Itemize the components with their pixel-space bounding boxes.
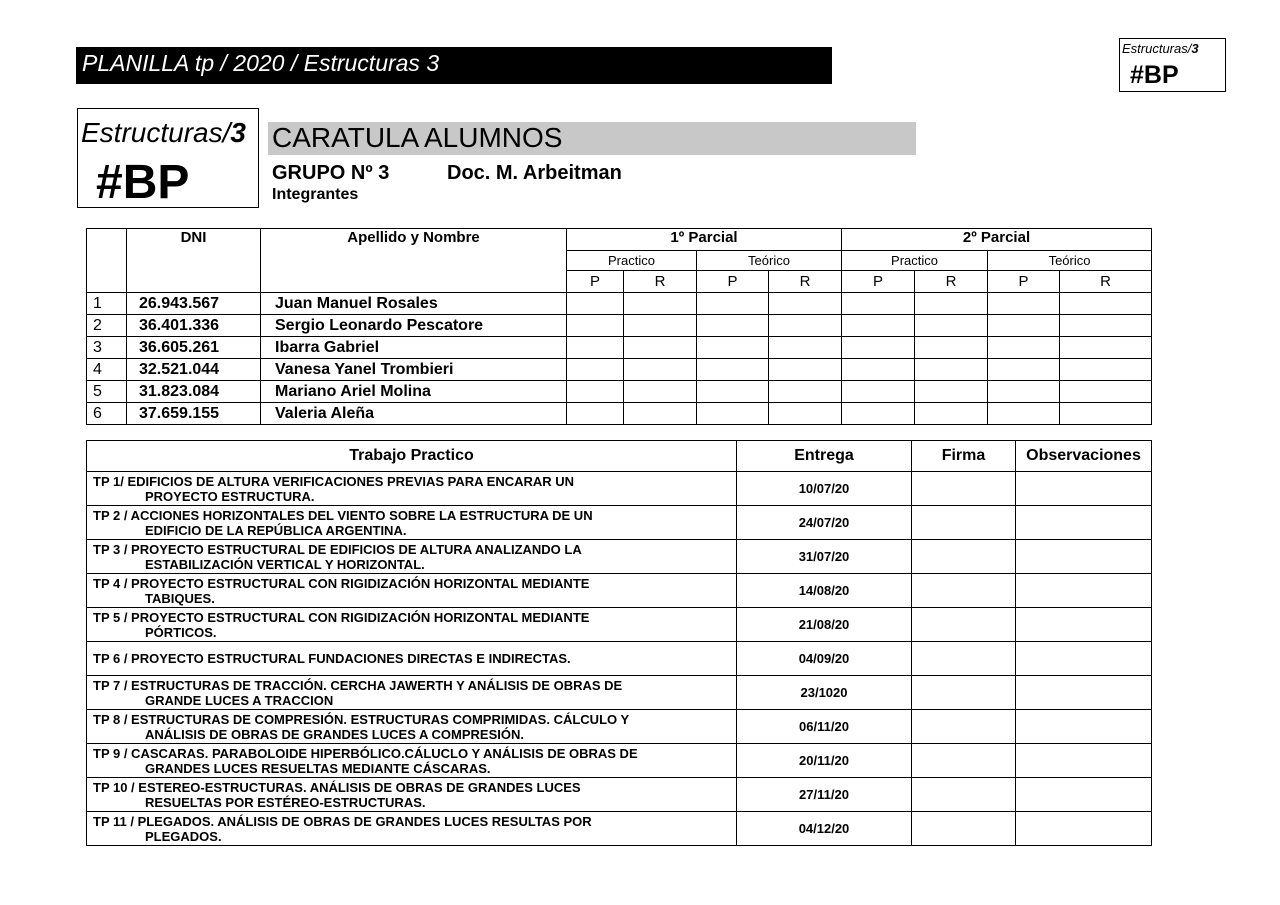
tp-date: 24/07/20 [737, 506, 912, 540]
grade-cell[interactable] [697, 315, 769, 337]
student-row [87, 337, 1152, 359]
caratula-title: CARATULA ALUMNOS [272, 122, 563, 153]
firma-cell[interactable] [912, 778, 1016, 812]
student-dni: 36.605.261 [127, 337, 261, 359]
grade-cell[interactable] [624, 359, 697, 381]
tp-description: TP 11 / PLEGADOS. ANÁLISIS DE OBRAS DE GRANDES LUCES RESULTAS POR PLEGADOS. [87, 812, 737, 846]
grade-cell[interactable] [769, 337, 842, 359]
header-p1-practico: Practico [567, 251, 697, 271]
tp-row [87, 812, 1152, 846]
header-nombre: Apellido y Nombre [261, 229, 567, 293]
header-trabajo: Trabajo Practico [87, 441, 737, 472]
grade-cell[interactable] [915, 359, 988, 381]
students-table [86, 228, 1152, 425]
grade-cell[interactable] [567, 381, 624, 403]
firma-cell[interactable] [912, 472, 1016, 506]
header-r: R [769, 271, 842, 293]
tp-row [87, 506, 1152, 540]
tp-row [87, 642, 1152, 676]
observaciones-cell[interactable] [1016, 812, 1152, 846]
observaciones-cell[interactable] [1016, 608, 1152, 642]
grade-cell[interactable] [988, 381, 1060, 403]
header-bar [76, 47, 832, 84]
grade-cell[interactable] [988, 293, 1060, 315]
grade-cell[interactable] [697, 403, 769, 425]
grade-cell[interactable] [697, 293, 769, 315]
student-dni: 31.823.084 [127, 381, 261, 403]
grade-cell[interactable] [567, 337, 624, 359]
tp-description: TP 9 / CASCARAS. PARABOLOIDE HIPERBÓLICO.CÁLUCLO Y ANÁLISIS DE OBRAS DE GRANDES LUCES RESUELTAS MEDIANTE CÁSCARAS. [87, 744, 737, 778]
header-p: P [988, 271, 1060, 293]
student-num: 5 [87, 381, 127, 403]
grade-cell[interactable] [567, 315, 624, 337]
grade-cell[interactable] [915, 315, 988, 337]
header-title: PLANILLA tp / 2020 / Estructuras 3 [82, 50, 440, 76]
observaciones-cell[interactable] [1016, 744, 1152, 778]
tp-row [87, 540, 1152, 574]
logo-big-tag: #BP [96, 156, 190, 209]
observaciones-cell[interactable] [1016, 540, 1152, 574]
firma-cell[interactable] [912, 574, 1016, 608]
header-p2-teorico: Teórico [988, 251, 1152, 271]
grade-cell[interactable] [988, 315, 1060, 337]
grade-cell[interactable] [842, 403, 915, 425]
student-row [87, 403, 1152, 425]
student-name: Juan Manuel Rosales [261, 293, 567, 315]
logo-small-tag: #BP [1130, 61, 1179, 89]
student-dni: 32.521.044 [127, 359, 261, 381]
tp-date: 20/11/20 [737, 744, 912, 778]
grade-cell[interactable] [624, 403, 697, 425]
tp-description: TP 1/ EDIFICIOS DE ALTURA VERIFICACIONES PREVIAS PARA ENCARAR UN PROYECTO ESTRUCTURA. [87, 472, 737, 506]
tp-row [87, 472, 1152, 506]
grade-cell[interactable] [988, 359, 1060, 381]
grade-cell[interactable] [624, 315, 697, 337]
header-p: P [567, 271, 624, 293]
tp-date: 23/1020 [737, 676, 912, 710]
grade-cell[interactable] [1060, 293, 1152, 315]
header-entrega: Entrega [737, 441, 912, 472]
logo-big [77, 108, 259, 208]
student-row [87, 293, 1152, 315]
firma-cell[interactable] [912, 676, 1016, 710]
tp-date: 21/08/20 [737, 608, 912, 642]
observaciones-cell[interactable] [1016, 506, 1152, 540]
student-dni: 36.401.336 [127, 315, 261, 337]
grade-cell[interactable] [988, 337, 1060, 359]
tp-date: 04/09/20 [737, 642, 912, 676]
tp-row [87, 778, 1152, 812]
observaciones-cell[interactable] [1016, 676, 1152, 710]
header-r: R [1060, 271, 1152, 293]
header-r: R [624, 271, 697, 293]
grade-cell[interactable] [624, 293, 697, 315]
grade-cell[interactable] [567, 359, 624, 381]
tp-description: TP 5 / PROYECTO ESTRUCTURAL CON RIGIDIZACIÓN HORIZONTAL MEDIANTE PÓRTICOS. [87, 608, 737, 642]
firma-cell[interactable] [912, 642, 1016, 676]
firma-cell[interactable] [912, 710, 1016, 744]
student-name: Mariano Ariel Molina [261, 381, 567, 403]
grade-cell[interactable] [624, 381, 697, 403]
student-name: Ibarra Gabriel [261, 337, 567, 359]
student-dni: 26.943.567 [127, 293, 261, 315]
grade-cell[interactable] [697, 337, 769, 359]
grade-cell[interactable] [769, 315, 842, 337]
tp-date: 14/08/20 [737, 574, 912, 608]
grade-cell[interactable] [842, 315, 915, 337]
header-p: P [842, 271, 915, 293]
student-name: Valeria Aleña [261, 403, 567, 425]
grade-cell[interactable] [697, 381, 769, 403]
student-num: 3 [87, 337, 127, 359]
grade-cell[interactable] [988, 403, 1060, 425]
header-observaciones: Observaciones [1016, 441, 1152, 472]
firma-cell[interactable] [912, 540, 1016, 574]
grade-cell[interactable] [567, 293, 624, 315]
grade-cell[interactable] [915, 293, 988, 315]
firma-cell[interactable] [912, 744, 1016, 778]
header-r: R [915, 271, 988, 293]
student-row [87, 315, 1152, 337]
observaciones-cell[interactable] [1016, 778, 1152, 812]
firma-cell[interactable] [912, 608, 1016, 642]
student-dni: 37.659.155 [127, 403, 261, 425]
grupo-label: GRUPO Nº 3 [272, 162, 390, 184]
tp-row [87, 608, 1152, 642]
grade-cell[interactable] [1060, 315, 1152, 337]
tp-description: TP 10 / ESTEREO-ESTRUCTURAS. ANÁLISIS DE OBRAS DE GRANDES LUCES RESUELTAS POR ESTÉREO-ESTRUCTURAS. [87, 778, 737, 812]
logo-big-name: Estructuras/3 [81, 117, 246, 148]
header-parcial2: 2º Parcial [842, 229, 1152, 251]
firma-cell[interactable] [912, 812, 1016, 846]
tp-row [87, 710, 1152, 744]
header-dni: DNI [127, 229, 261, 293]
student-row [87, 381, 1152, 403]
tp-date: 04/12/20 [737, 812, 912, 846]
grade-cell[interactable] [624, 337, 697, 359]
firma-cell[interactable] [912, 506, 1016, 540]
observaciones-cell[interactable] [1016, 710, 1152, 744]
grade-cell[interactable] [1060, 381, 1152, 403]
tp-table [86, 440, 1152, 846]
student-num: 4 [87, 359, 127, 381]
student-num: 2 [87, 315, 127, 337]
observaciones-cell[interactable] [1016, 472, 1152, 506]
tp-description: TP 7 / ESTRUCTURAS DE TRACCIÓN. CERCHA JAWERTH Y ANÁLISIS DE OBRAS DE GRANDE LUCES A TRACCION [87, 676, 737, 710]
integrantes-label: Integrantes [272, 186, 359, 203]
tp-date: 06/11/20 [737, 710, 912, 744]
student-row [87, 359, 1152, 381]
grade-cell[interactable] [842, 381, 915, 403]
header-parcial1: 1º Parcial [567, 229, 842, 251]
header-p2-practico: Practico [842, 251, 988, 271]
grade-cell[interactable] [842, 293, 915, 315]
tp-row [87, 744, 1152, 778]
tp-date: 27/11/20 [737, 778, 912, 812]
tp-date: 31/07/20 [737, 540, 912, 574]
grade-cell[interactable] [1060, 403, 1152, 425]
tp-description: TP 2 / ACCIONES HORIZONTALES DEL VIENTO SOBRE LA ESTRUCTURA DE UN EDIFICIO DE LA REPÚBLICA ARGENTINA. [87, 506, 737, 540]
grade-cell[interactable] [769, 359, 842, 381]
grade-cell[interactable] [697, 359, 769, 381]
tp-description: TP 8 / ESTRUCTURAS DE COMPRESIÓN. ESTRUCTURAS COMPRIMIDAS. CÁLCULO Y ANÁLISIS DE OBRAS DE GRANDES LUCES A COMPRESIÓN. [87, 710, 737, 744]
grade-cell[interactable] [915, 403, 988, 425]
grade-cell[interactable] [1060, 337, 1152, 359]
logo-small [1119, 38, 1226, 92]
caratula-title-bar [268, 122, 916, 155]
grade-cell[interactable] [769, 381, 842, 403]
student-name: Vanesa Yanel Trombieri [261, 359, 567, 381]
tp-row [87, 574, 1152, 608]
grade-cell[interactable] [567, 403, 624, 425]
student-name: Sergio Leonardo Pescatore [261, 315, 567, 337]
header-num-cell [87, 229, 127, 293]
tp-description: TP 4 / PROYECTO ESTRUCTURAL CON RIGIDIZACIÓN HORIZONTAL MEDIANTE TABIQUES. [87, 574, 737, 608]
student-num: 6 [87, 403, 127, 425]
grade-cell[interactable] [915, 381, 988, 403]
tp-date: 10/07/20 [737, 472, 912, 506]
grade-cell[interactable] [915, 337, 988, 359]
logo-small-name: Estructuras/3 [1122, 41, 1199, 56]
grade-cell[interactable] [769, 293, 842, 315]
grade-cell[interactable] [769, 403, 842, 425]
tp-description: TP 3 / PROYECTO ESTRUCTURAL DE EDIFICIOS DE ALTURA ANALIZANDO LA ESTABILIZACIÓN VERTICAL Y HORIZONTAL. [87, 540, 737, 574]
grade-cell[interactable] [1060, 359, 1152, 381]
grade-cell[interactable] [842, 359, 915, 381]
observaciones-cell[interactable] [1016, 642, 1152, 676]
student-num: 1 [87, 293, 127, 315]
docente-label: Doc. M. Arbeitman [447, 162, 622, 184]
tp-row [87, 676, 1152, 710]
tp-description: TP 6 / PROYECTO ESTRUCTURAL FUNDACIONES DIRECTAS E INDIRECTAS. [87, 642, 737, 676]
header-firma: Firma [912, 441, 1016, 472]
grade-cell[interactable] [842, 337, 915, 359]
header-p: P [697, 271, 769, 293]
header-p1-teorico: Teórico [697, 251, 842, 271]
observaciones-cell[interactable] [1016, 574, 1152, 608]
